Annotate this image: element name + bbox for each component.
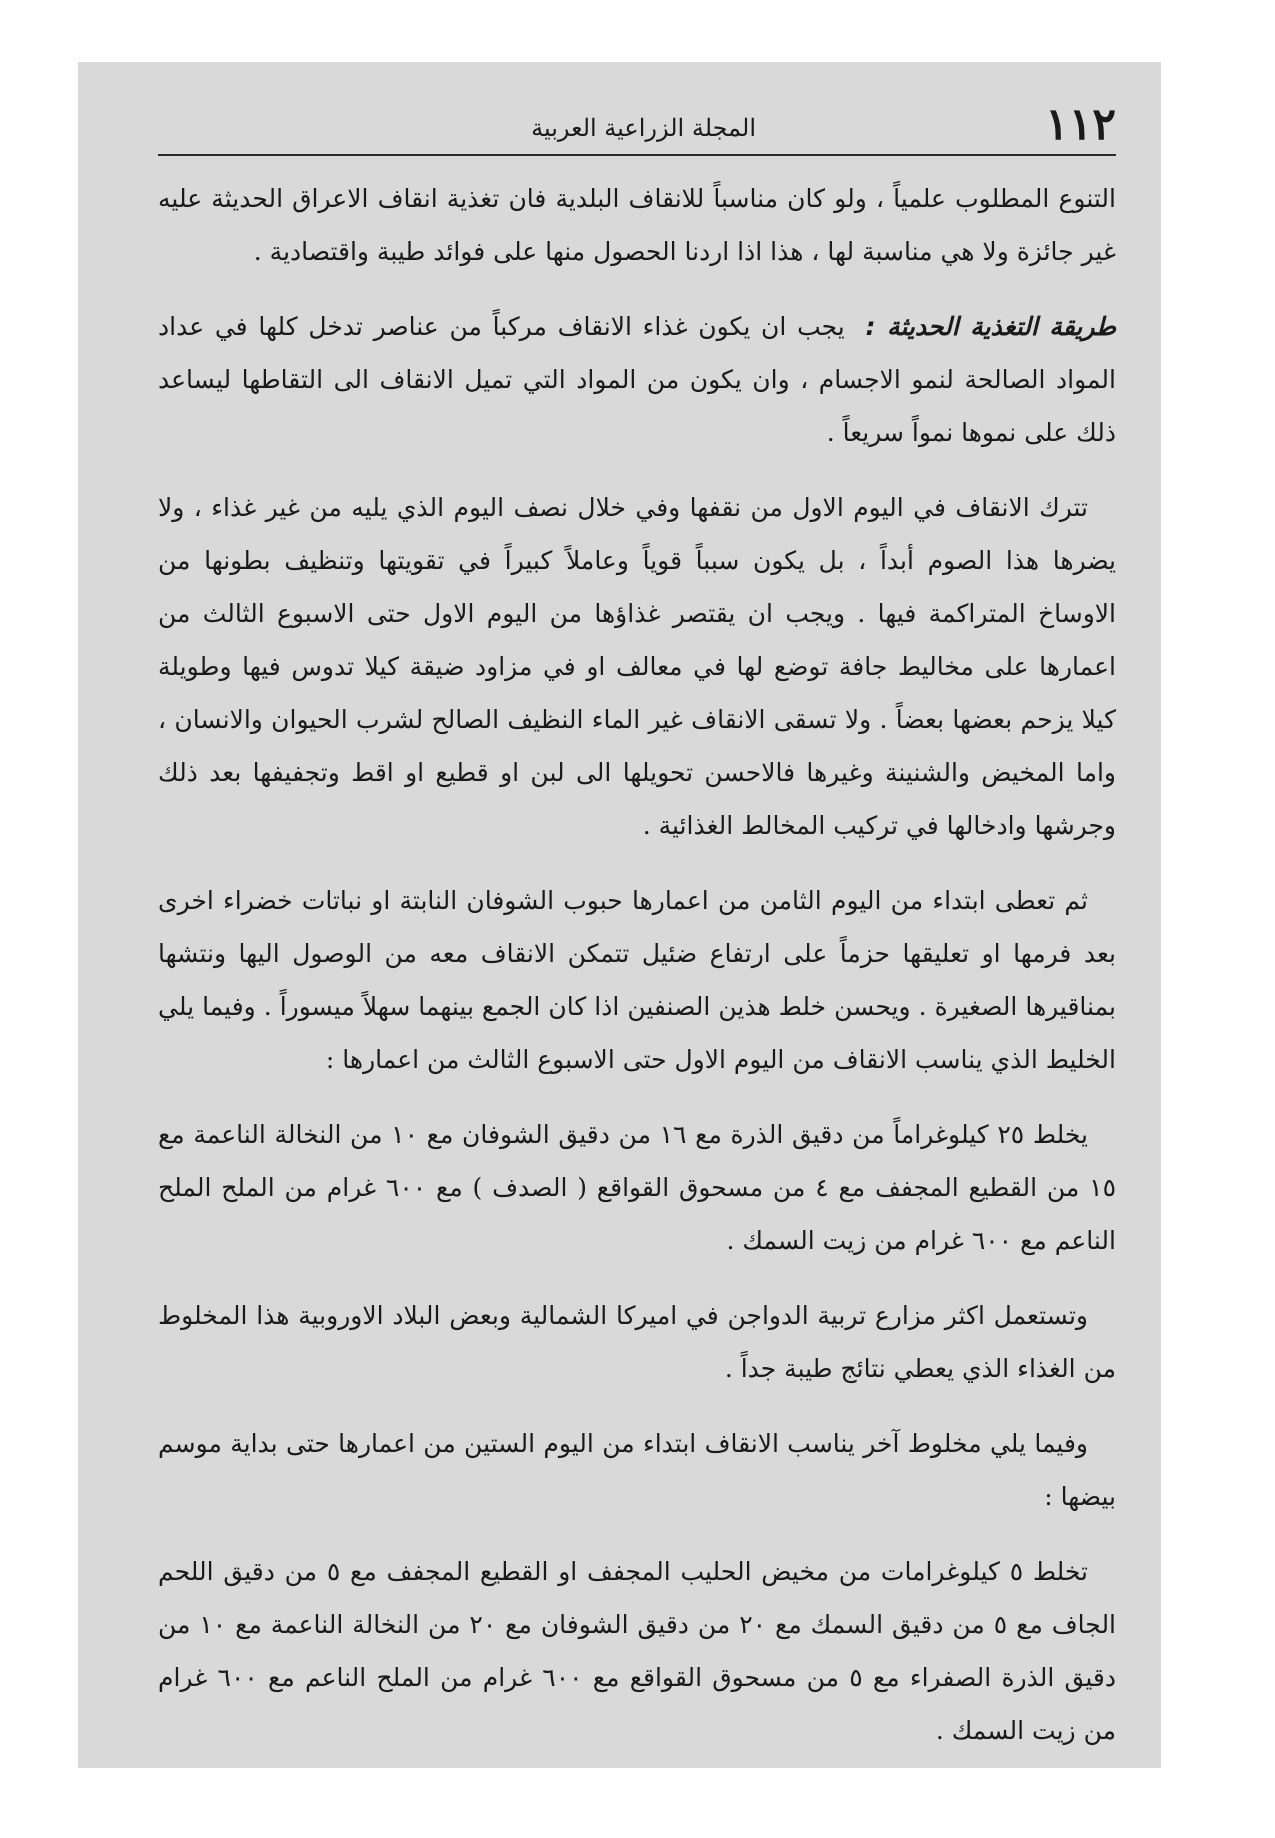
running-head [158, 99, 1116, 156]
paragraph-second-mix-intro [158, 1417, 1116, 1523]
paragraph-text: يجب ان يكون غذاء الانقاف مركباً من عناصر تدخل كلها في عداد المواد الصالحة لنمو الاجسام ، وان يكون من المواد التي تميل الانقاف الى التقاطها ليساعد ذلك على نموها نمواً سريعاً . [158, 312, 1116, 447]
paragraph-green-feed [158, 874, 1116, 1086]
paragraph-text: ثم تعطى ابتداء من اليوم الثامن من اعمارها حبوب الشوفان النابتة او نباتات خضراء اخرى بعد فرمها او تعليقها حزماً على ارتفاع ضئيل تتمكن الانقاف معه من الوصول اليها ونتشها بمناقيرها الصغيرة . ويحسن خلط هذين الصنفين اذا كان الجمع بينهما سهلاً ميسوراً . وفيما يلي الخليط الذي يناسب الانقاف من اليوم الاول حتى الاسبوع الثالث من اعمارها : [158, 886, 1116, 1074]
paragraph-text: وفيما يلي مخلوط آخر يناسب الانقاف ابتداء من اليوم الستين من اعمارها حتى بداية موسم بيضها : [158, 1429, 1116, 1511]
paragraph-recipe-two [158, 1545, 1116, 1757]
paragraph-text: تترك الانقاف في اليوم الاول من نقفها وفي خلال نصف اليوم الذي يليه من غير غذاء ، ولا يضرها هذا الصوم أبداً ، بل يكون سبباً قوياً وعاملاً كبيراً في تقويتها وتنظيف بطونها من الاوساخ المتراكمة فيها . ويجب ان يقتصر غذاؤها من اليوم الاول حتى الاسبوع الثالث من اعمارها على مخاليط جافة توضع لها في معالف او في مزاود ضيقة كيلا تدوس فيها وطويلة كيلا يزحم بعضها بعضاً . ولا تسقى الانقاف غير الماء النظيف الصالح لشرب الحيوان والانسان ، واما المخيض والشنينة وغيرها فالاحسن تحويلها الى لبن او قطيع او اقط وتجفيفها بعد ذلك وجرشها وادخالها في تركيب المخالط الغذائية . [158, 493, 1116, 840]
text-block [158, 99, 1117, 1779]
paragraph-first-days [158, 481, 1116, 852]
book-page [78, 62, 1161, 1768]
section-heading: طريقة التغذية الحديثة : [865, 312, 1117, 341]
paragraph-text: تخلط ٥ كيلوغرامات من مخيض الحليب المجفف او القطيع المجفف مع ٥ من دقيق اللحم الجاف مع ٥ من دقيق السمك مع ٢٠ من دقيق الشوفان مع ٢٠ من النخالة الناعمة مع ١٠ من دقيق الذرة الصفراء مع ٥ من مسحوق القواقع مع ٦٠٠ غرام من الملح الناعم مع ٦٠٠ غرام من زيت السمك . [158, 1557, 1117, 1745]
paragraph-recipe-one [158, 1108, 1116, 1267]
article-body [158, 172, 1116, 1757]
paragraph-method [158, 300, 1116, 459]
journal-title: المجلة الزراعية العربية [531, 114, 756, 142]
paragraph-text: يخلط ٢٥ كيلوغراماً من دقيق الذرة مع ١٦ من دقيق الشوفان مع ١٠ من النخالة الناعمة مع ١٥ من القطيع المجفف مع ٤ من مسحوق القواقع ( الصدف ) مع ٦٠٠ غرام من الملح الملح الناعم مع ٦٠٠ غرام من زيت السمك . [158, 1120, 1116, 1255]
paragraph-text: التنوع المطلوب علمياً ، ولو كان مناسباً للانقاف البلدية فان تغذية انقاف الاعراق الحديثة عليه غير جائزة ولا هي مناسبة لها ، هذا اذا اردنا الحصول منها على فوائد طيبة واقتصادية . [158, 184, 1116, 266]
paragraph-text: وتستعمل اكثر مزارع تربية الدواجن في اميركا الشمالية وبعض البلاد الاوروبية هذا المخلوط من الغذاء الذي يعطي نتائج طيبة جداً . [158, 1301, 1116, 1383]
paragraph-intro [158, 172, 1116, 278]
page-number: ١١٢ [1045, 99, 1116, 150]
paragraph-usage [158, 1289, 1116, 1395]
